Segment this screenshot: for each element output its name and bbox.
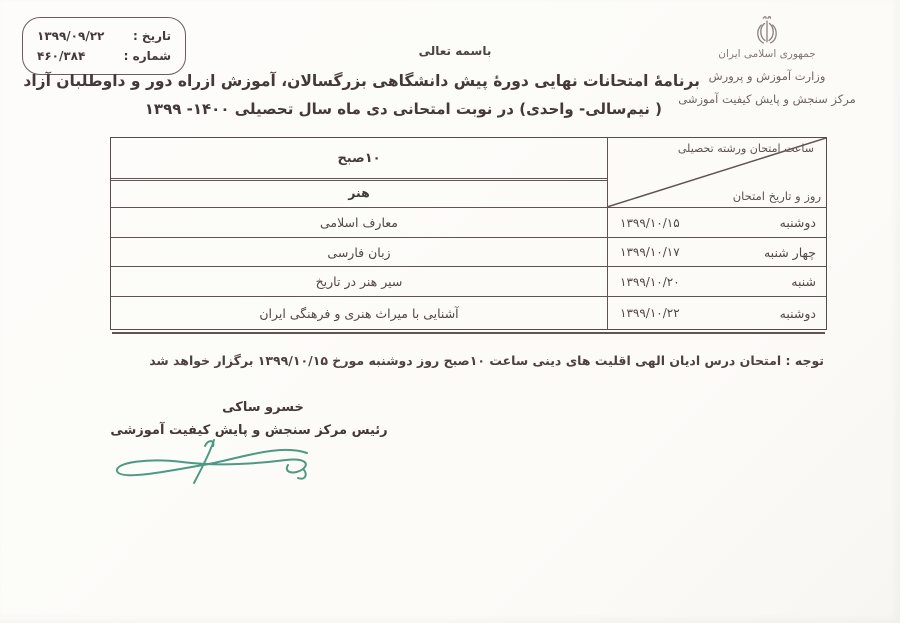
date-value: ۱۳۹۹/۰۹/۲۲: [37, 29, 105, 43]
date-label: تاریخ :: [132, 29, 171, 43]
number-label: شماره :: [123, 49, 171, 63]
corner-time-track-label: ساعت امتحان ورشته تحصیلی: [677, 142, 814, 155]
exam-day: شنبه: [791, 274, 816, 289]
date-row: [37, 29, 171, 43]
exam-subject: آشنایی با میراث هنری و فرهنگی ایران: [259, 305, 459, 321]
exam-date: ۱۳۹۹/۱۰/۲۲: [620, 306, 680, 320]
exam-date: ۱۳۹۹/۱۰/۱۵: [620, 215, 680, 230]
exam-day: دوشنبه: [779, 305, 816, 321]
table-session-header-cell: [111, 138, 607, 207]
table-row-subject: [111, 207, 607, 237]
signer-title: رئیس مرکز سنجش و پایش کیفیت آموزشی: [110, 423, 388, 438]
study-track-header: هنر: [111, 180, 607, 204]
exam-subject: معارف اسلامی: [319, 215, 399, 230]
iran-emblem-icon: [754, 13, 780, 46]
exam-schedule-table: [110, 137, 827, 330]
exam-date: ۱۳۹۹/۱۰/۱۷: [620, 245, 680, 259]
exam-time-header: ۱۰صبح: [111, 138, 607, 179]
table-row-subject: [111, 237, 607, 266]
letterhead: [652, 13, 882, 106]
table-row-subject: [111, 266, 607, 296]
corner-day-date-label: روز و تاریخ امتحان: [732, 189, 821, 203]
letterhead-center: مرکز سنجش و پایش کیفیت آموزشی: [678, 92, 856, 106]
table-row-day-date: [607, 237, 826, 266]
document-title-line2: ( نیم‌سالی- واحدی) در نوبت امتحانی دی ماه سال تحصیلی ۱۴۰۰- ۱۳۹۹: [144, 100, 662, 118]
exam-subject: زبان فارسی: [327, 244, 391, 260]
table-row-day-date: [607, 266, 826, 296]
date-number-box: [22, 17, 186, 75]
signer-name: خسرو ساکی: [222, 400, 304, 415]
exam-day: چهار شنبه: [763, 244, 816, 260]
number-row: [37, 49, 171, 63]
document-title-line1: برنامهٔ امتحانات نهایی دورهٔ پیش دانشگاهی بزرگسالان، آموزش ازراه دور و داوطلبان آزاد: [23, 72, 700, 90]
handwritten-signature: [110, 433, 315, 495]
number-value: ۴۶۰/۳۸۴: [37, 49, 86, 63]
letterhead-ministry: وزارت آموزش و پرورش: [708, 69, 826, 83]
table-row-subject: [111, 296, 607, 329]
footnote-text: توجه : امتحان درس ادیان الهی اقلیت های دینی ساعت ۱۰صبح روز دوشنبه مورخ ۱۳۹۹/۱۰/۱۵ برگزار خواهد شد: [149, 353, 824, 368]
table-row-day-date: [607, 207, 826, 237]
exam-day: دوشنبه: [779, 215, 816, 230]
exam-date: ۱۳۹۹/۱۰/۲۰: [620, 274, 680, 289]
bismillah-text: باسمه تعالی: [418, 44, 492, 58]
table-corner-header-cell: [607, 138, 826, 207]
letterhead-country: جمهوری اسلامی ایران: [718, 48, 816, 60]
table-row-day-date: [607, 296, 826, 329]
exam-subject: سیر هنر در تاریخ: [315, 274, 403, 289]
